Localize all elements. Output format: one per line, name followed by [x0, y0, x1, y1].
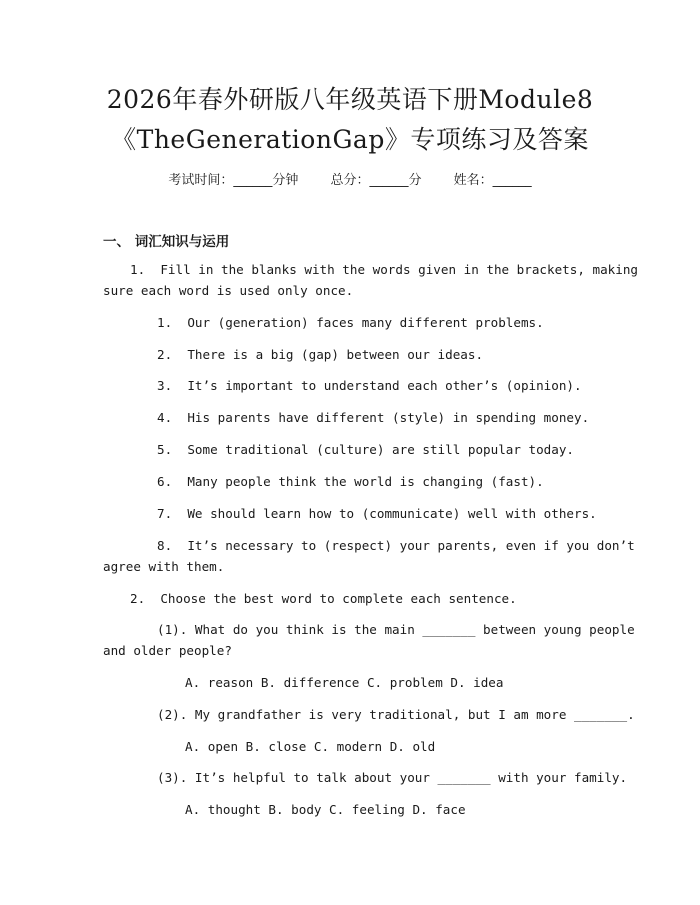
- q2-sentence: (3). It’s helpful to talk about your _______ with your family.: [157, 770, 628, 785]
- q1-item: 2. There is a big (gap) between our ideas.: [157, 347, 484, 362]
- q2-sentence: (2). My grandfather is very traditional, but I am more _______.: [157, 707, 635, 722]
- q2-sentence: (1). What do you think is the main _______ between young people: [157, 622, 635, 637]
- q1-item: 1. Our (generation) faces many different problems.: [157, 315, 544, 330]
- q1-item: 4. His parents have different (style) in spending money.: [157, 410, 590, 425]
- q1-item-cont: agree with them.: [103, 559, 225, 574]
- q2-options: A. reason B. difference C. problem D. idea: [185, 675, 504, 690]
- q1-item: 5. Some traditional (culture) are still popular today.: [157, 442, 575, 457]
- q1-item: 7. We should learn how to (communicate) well with others.: [157, 506, 597, 521]
- q1-item: 8. It’s necessary to (respect) your parents, even if you don’t: [157, 538, 635, 553]
- student-name: 姓名：______: [453, 173, 532, 188]
- q2-sentence-cont: and older people?: [103, 643, 232, 658]
- q1-instruction: 1. Fill in the blanks with the words given in the brackets, making: [130, 262, 638, 277]
- q2-options: A. thought B. body C. feeling D. face: [185, 802, 466, 817]
- q2-instruction: 2. Choose the best word to complete each sentence.: [130, 591, 517, 606]
- section-heading: 一、 词汇知识与运用: [103, 234, 230, 250]
- exam-time: 考试时间：______分钟: [168, 173, 299, 188]
- q1-item: 3. It’s important to understand each other’s (opinion).: [157, 378, 582, 393]
- q1-item: 6. Many people think the world is changing (fast).: [157, 474, 544, 489]
- q2-sentence-cont-text: older people?: [133, 643, 232, 658]
- q1-instruction-cont: sure each word is used only once.: [103, 283, 354, 298]
- document-title-line-1: 2026年春外研版八年级英语下册Module8: [106, 85, 594, 114]
- exam-score: 总分：______分: [330, 173, 422, 188]
- q2-options: A. open B. close C. modern D. old: [185, 739, 436, 754]
- exam-info: [0, 169, 700, 188]
- document-title-line-2: 《TheGenerationGap》专项练习及答案: [111, 125, 589, 154]
